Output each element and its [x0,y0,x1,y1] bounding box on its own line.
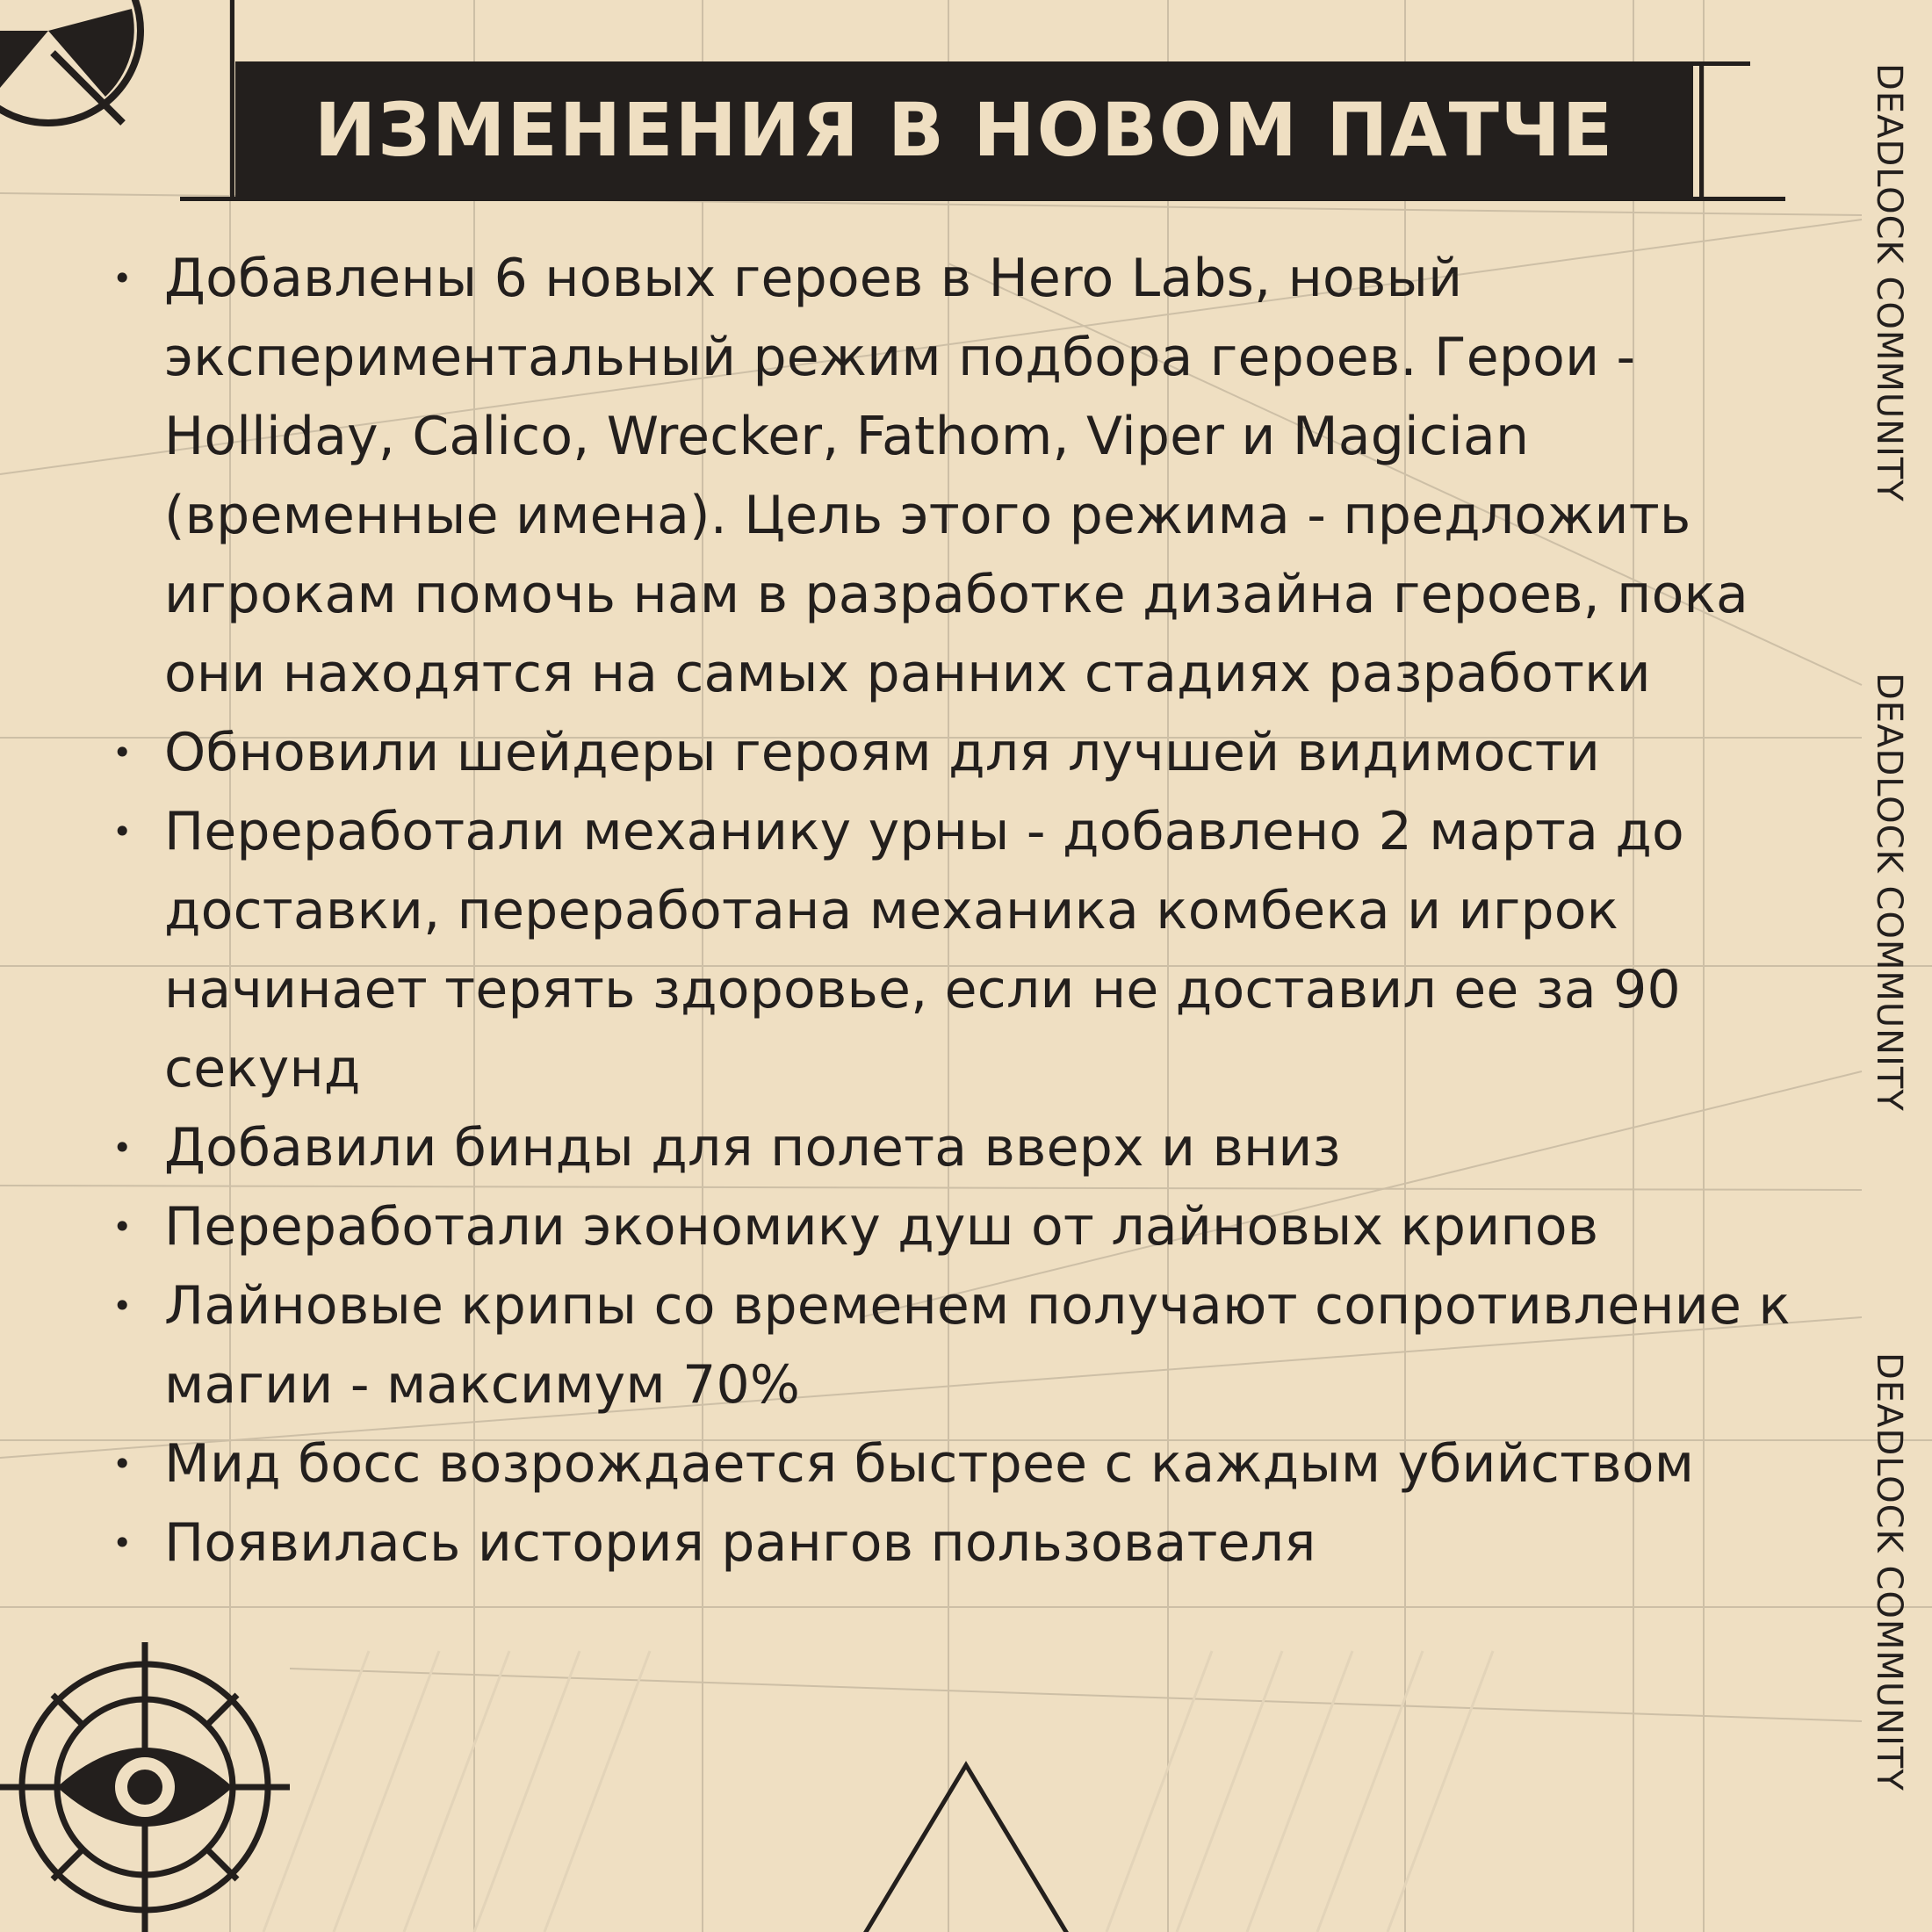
list-item: • Обновили шейдеры героям для лучшей видимости [105,713,1844,792]
triangle-icon [843,1752,1089,1932]
side-label: DEADLOCK COMMUNITY [1869,63,1909,502]
list-item: • Переработали экономику душ от лайновых крипов [105,1187,1844,1266]
title-rule-right [1699,63,1704,201]
list-item: • Добавлены 6 новых героев в Hero Labs, новый экспериментальный режим подбора героев. Герои - Holliday, Calico, Wrecker, Fathom, Viper и Magician (временные имена). Цель этого режима - предложить игрокам помочь нам в разработке дизайна героев, пока они находятся на самых ранних стадиях разработки [105,239,1844,713]
side-label: DEADLOCK COMMUNITY [1869,1352,1909,1791]
title-banner [235,63,1693,197]
title-rule-left [230,0,234,201]
eye-crosshair-icon [0,1642,290,1932]
list-item: • Появилась история рангов пользователя [105,1503,1844,1582]
list-item: • Лайновые крипы со временем получают сопротивление к магии - максимум 70% [105,1266,1844,1424]
changes-list [105,239,1844,1582]
list-item: • Переработали механику урны - добавлено 2 марта до доставки, переработана механика комбека и игрок начинает терять здоровье, если не доставил ее за 90 секунд [105,792,1844,1108]
list-item: • Мид босс возрождается быстрее с каждым убийством [105,1424,1844,1503]
title-rule-bottom [180,197,1785,201]
list-item: • Добавили бинды для полета вверх и вниз [105,1108,1844,1187]
side-label: DEADLOCK COMMUNITY [1869,673,1909,1112]
page-title: ИЗМЕНЕНИЯ В НОВОМ ПАТЧЕ [314,87,1615,173]
wheel-icon [0,0,158,158]
